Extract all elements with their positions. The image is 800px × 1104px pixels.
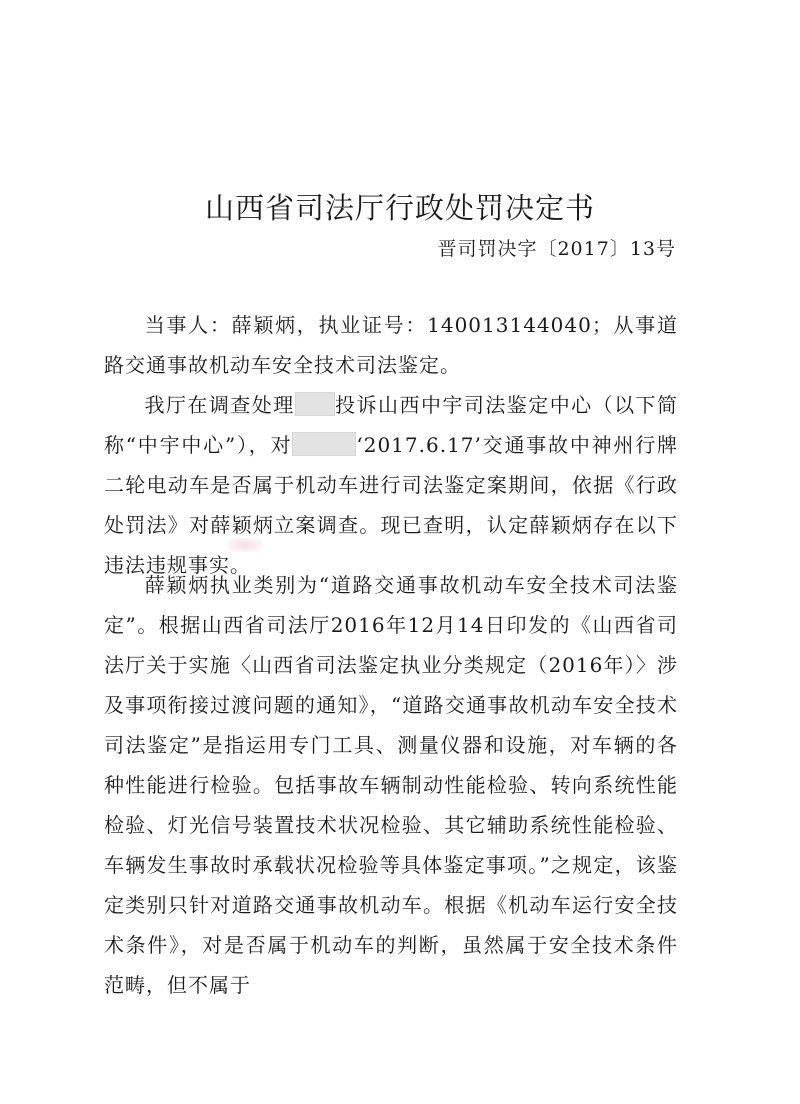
paragraph-text: 当事人：薛颖炳，执业证号：140013144040；从事道路交通事故机动车安全技术司法鉴定。: [104, 313, 678, 377]
document-number: 晋司罚决字〔2017〕13号: [437, 238, 676, 260]
paragraph-text: 薛颖炳执业类别为“道路交通事故机动车安全技术司法鉴定”。根据山西省司法厅2016年12月14日印发的《山西省司法厅关于实施〈山西省司法鉴定执业分类规定（2016年）〉涉及事项衔接过渡问题的通知》，“道路交通事故机动车安全技术司法鉴定”是指运用专门工具、测量仪器和设施，对车辆的各种性能进行检验。包括事故车辆制动性能检验、转向系统性能检验、灯光信号装置技术状况检验、其它辅助系统性能检验、车辆发生事故时承载状况检验等具体鉴定事项。”之规定，该鉴定类别只针对道路交通事故机动车。根据《机动车运行安全技术条件》，对是否属于机动车的判断，虽然属于安全技术条件范畴，但不属于: [104, 573, 678, 997]
paragraph-text: 投诉山西中宇司法鉴定中心（以下简称“中宇中心”），对: [104, 393, 679, 457]
paragraph-text: ‘2017.6.17’交通事故中神州行牌二轮电动车是否属于机动车进行司法鉴定案期间，依据《行政处罚法》对薛颖炳立案调查。现已查明，认定薛颖炳存在以下违法违规事实。: [104, 433, 678, 577]
paragraph-facts: [104, 565, 678, 1005]
ink-smudge: [228, 538, 262, 552]
redaction-block: [292, 432, 356, 456]
paragraph-investigation: [104, 385, 678, 585]
paragraph-text: 我厅在调查处理: [144, 393, 295, 417]
paragraph-party: [104, 305, 678, 385]
redaction-block: [295, 392, 335, 416]
document-title: 山西省司法厅行政处罚决定书: [204, 191, 595, 225]
